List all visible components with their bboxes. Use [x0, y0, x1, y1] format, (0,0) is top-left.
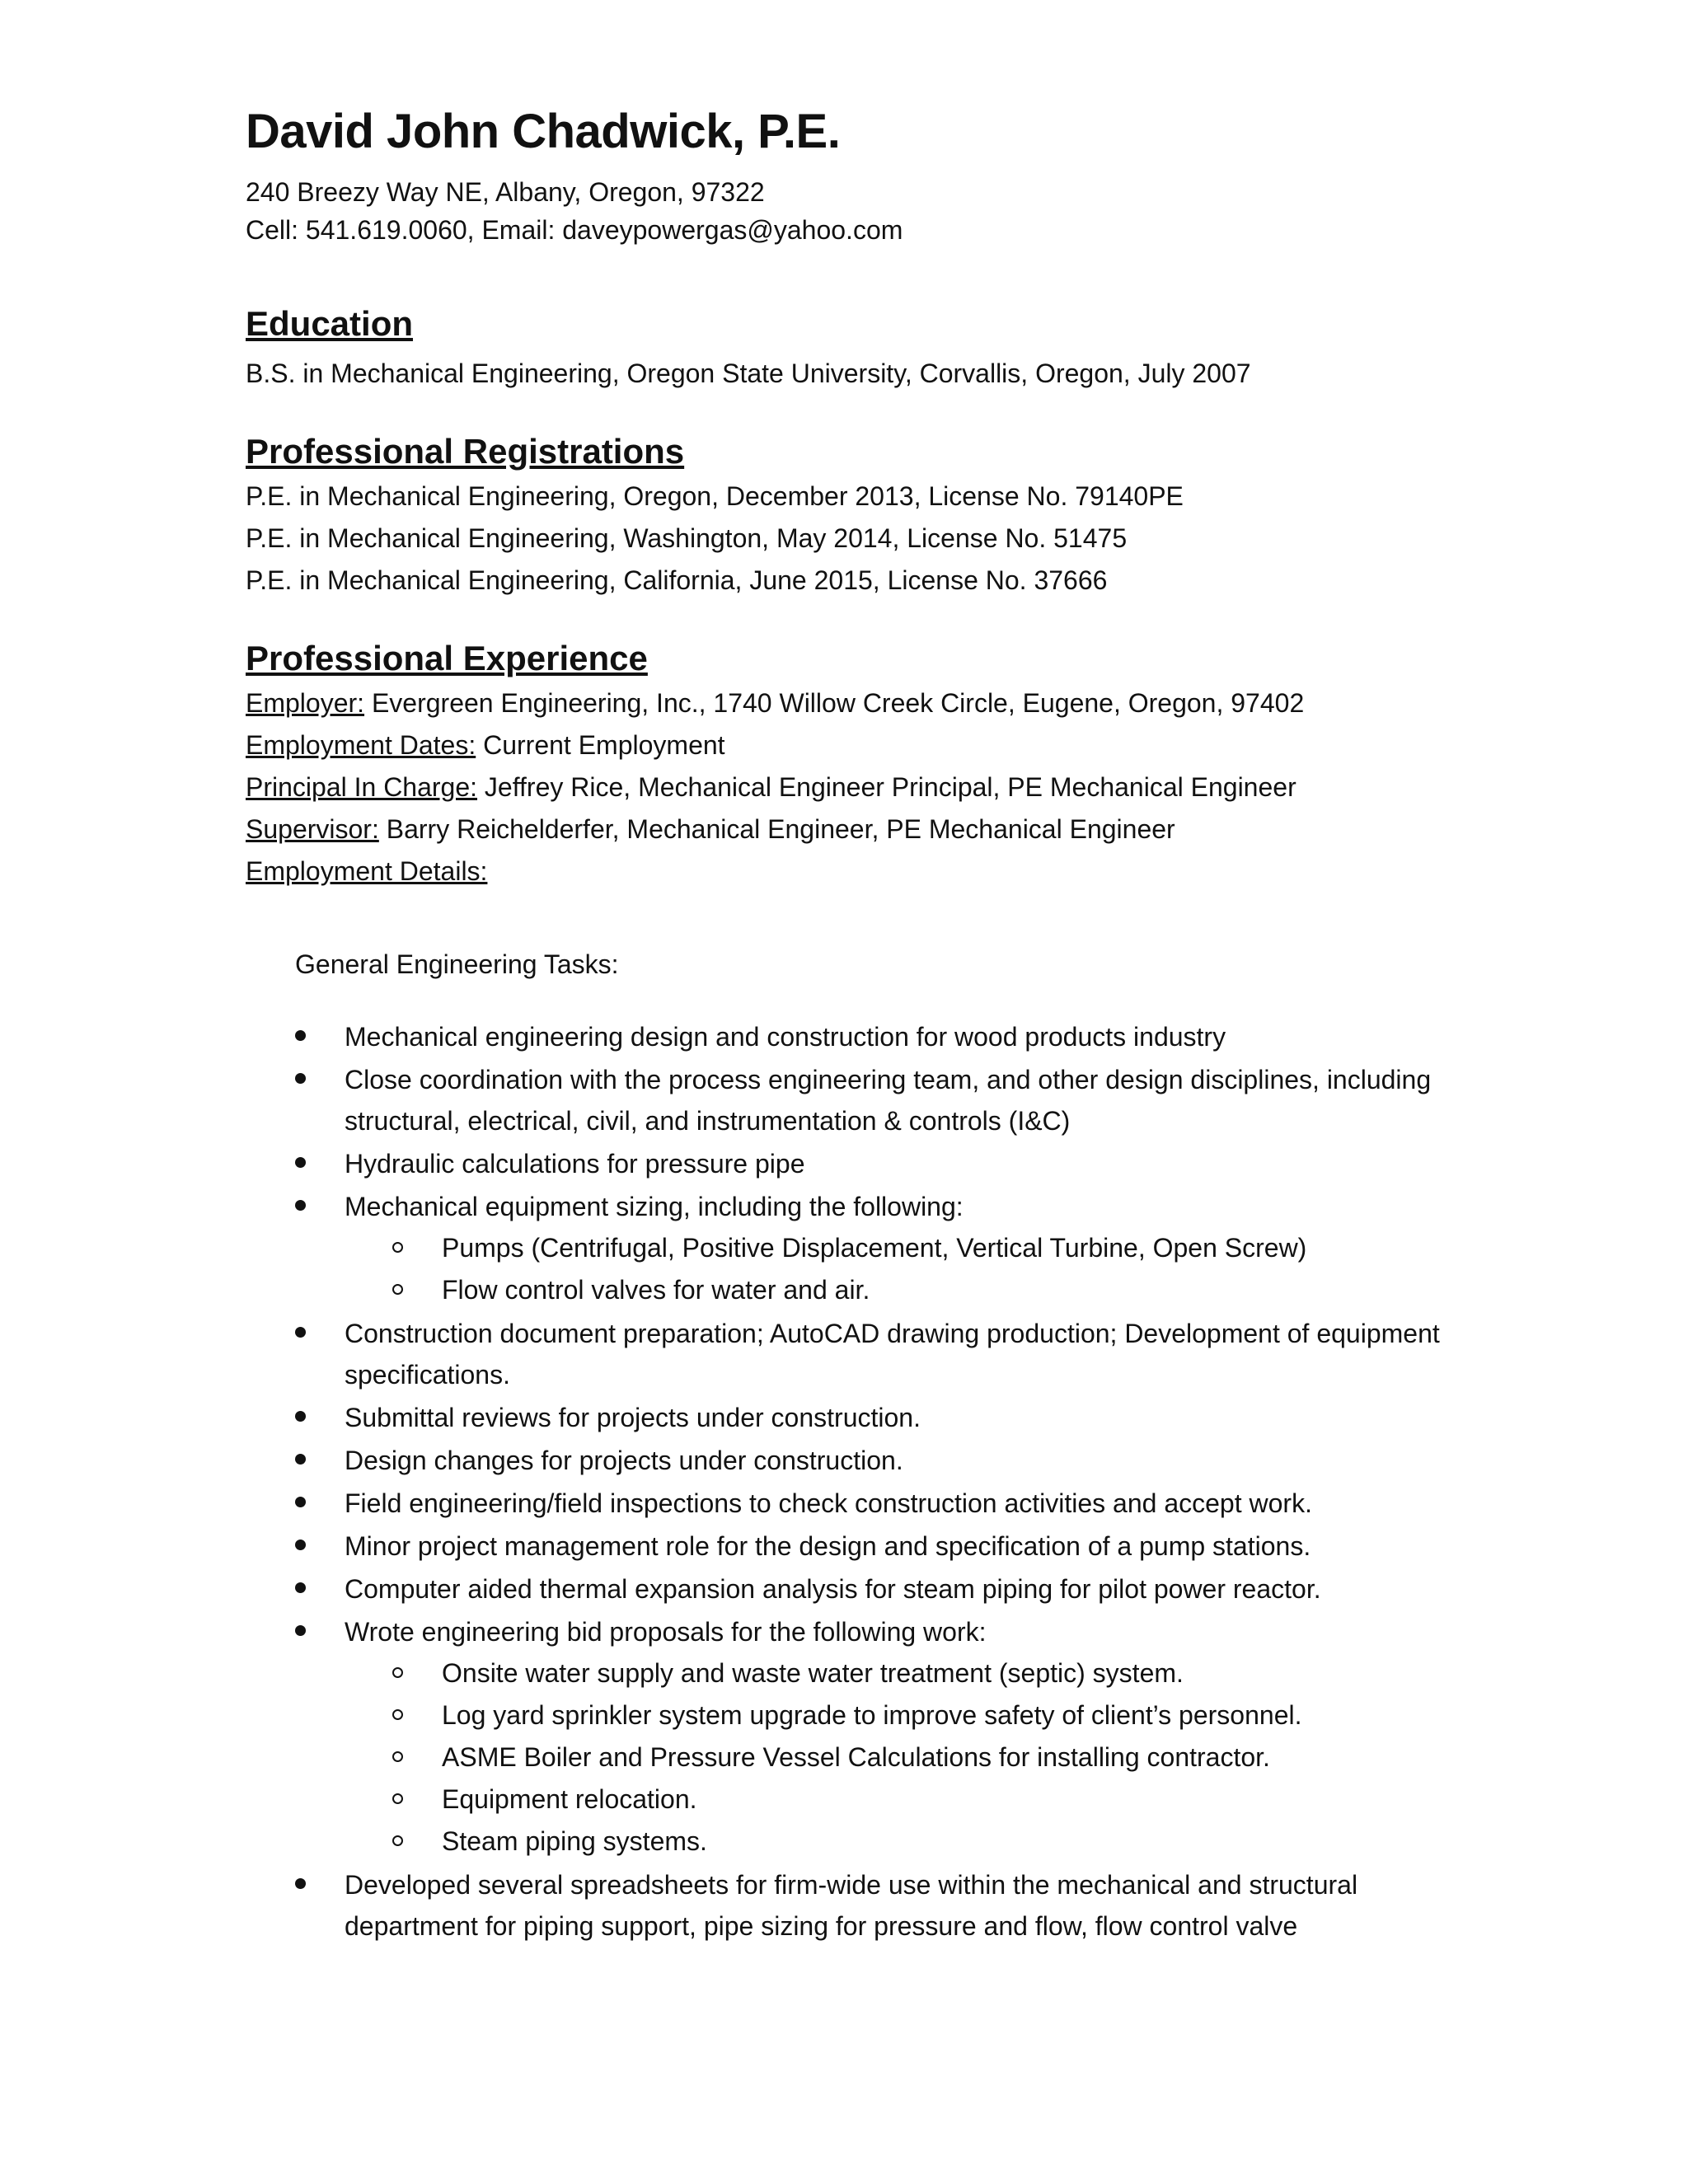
- resume-page: [246, 97, 1449, 1948]
- hollow-bullet-icon: [392, 1835, 403, 1846]
- list-item-text: Developed several spreadsheets for firm-wide use within the mechanical and structural department for piping support, pipe sizing for pressure and flow, flow control valve: [345, 1870, 1358, 1941]
- sub-list-item: [345, 1227, 1449, 1269]
- registrations-section: [246, 428, 1449, 602]
- registration-california: P.E. in Mechanical Engineering, California, June 2015, License No. 37666: [246, 565, 1108, 595]
- contact-block: [246, 173, 1449, 249]
- details-line: [246, 851, 1449, 893]
- dates-value: Current Employment: [476, 730, 725, 760]
- tasks-list: [246, 1016, 1449, 1947]
- sub-list-item-text: ASME Boiler and Pressure Vessel Calculations for installing contractor.: [442, 1742, 1270, 1772]
- education-heading: Education: [246, 304, 414, 343]
- sub-list-item: [345, 1652, 1449, 1694]
- bullet-icon: [295, 1030, 306, 1041]
- principal-value: Jeffrey Rice, Mechanical Engineer Principal, PE Mechanical Engineer: [477, 772, 1296, 802]
- dates-line: [246, 724, 1449, 766]
- list-item: [246, 1016, 1449, 1057]
- sub-list-item: [345, 1694, 1449, 1736]
- list-item-text: Close coordination with the process engineering team, and other design disciplines, including structural, electrical, civil, and instrumentation & controls (I&C): [345, 1065, 1432, 1136]
- address-line: 240 Breezy Way NE, Albany, Oregon, 97322: [246, 177, 765, 207]
- tasks-heading: General Engineering Tasks:: [295, 949, 619, 979]
- hollow-bullet-icon: [392, 1242, 403, 1253]
- hollow-bullet-icon: [392, 1284, 403, 1295]
- bullet-icon: [295, 1625, 306, 1636]
- principal-line: [246, 766, 1449, 808]
- sub-list-item-text: Onsite water supply and waste water treatment (septic) system.: [442, 1658, 1184, 1688]
- list-item: [246, 1483, 1449, 1524]
- sub-list-item-text: Log yard sprinkler system upgrade to improve safety of client’s personnel.: [442, 1700, 1302, 1730]
- list-item: [246, 1864, 1449, 1947]
- hollow-bullet-icon: [392, 1751, 403, 1762]
- employer-value: Evergreen Engineering, Inc., 1740 Willow Creek Circle, Eugene, Oregon, 97402: [364, 688, 1305, 718]
- sub-list: [345, 1652, 1449, 1863]
- sub-list-item: [345, 1269, 1449, 1311]
- list-item: [246, 1143, 1449, 1184]
- sub-list-item-text: Steam piping systems.: [442, 1826, 707, 1856]
- registrations-heading: Professional Registrations: [246, 432, 685, 471]
- bullet-icon: [295, 1157, 306, 1168]
- sub-list-item: [345, 1821, 1449, 1863]
- hollow-bullet-icon: [392, 1667, 403, 1678]
- list-item: [246, 1568, 1449, 1610]
- list-item-text: Field engineering/field inspections to check construction activities and accept work.: [345, 1488, 1312, 1518]
- employer-label: Employer:: [246, 688, 365, 718]
- list-item-text: Computer aided thermal expansion analysis for steam piping for pilot power reactor.: [345, 1574, 1321, 1604]
- list-item: [246, 1186, 1449, 1311]
- list-item-text: Wrote engineering bid proposals for the following work:: [345, 1617, 987, 1647]
- contact-line: Cell: 541.619.0060, Email: daveypowergas@yahoo.com: [246, 215, 903, 245]
- list-item-text: Construction document preparation; AutoCAD drawing production; Development of equipment specifications.: [345, 1319, 1440, 1390]
- resume-name: David John Chadwick, P.E.: [246, 105, 841, 158]
- hollow-bullet-icon: [392, 1709, 403, 1720]
- education-section: [246, 300, 1449, 395]
- bullet-icon: [295, 1540, 306, 1550]
- sub-list: [345, 1227, 1449, 1311]
- bullet-icon: [295, 1327, 306, 1338]
- registration-washington: P.E. in Mechanical Engineering, Washington, May 2014, License No. 51475: [246, 523, 1128, 553]
- list-item-text: Hydraulic calculations for pressure pipe: [345, 1149, 805, 1179]
- list-item-text: Submittal reviews for projects under construction.: [345, 1403, 921, 1432]
- bullet-icon: [295, 1200, 306, 1211]
- experience-section: [246, 635, 1449, 1947]
- principal-label: Principal In Charge:: [246, 772, 478, 802]
- sub-list-item: [345, 1736, 1449, 1779]
- sub-list-item-text: Equipment relocation.: [442, 1784, 697, 1814]
- list-item-text: Design changes for projects under construction.: [345, 1446, 903, 1475]
- list-item: [246, 1440, 1449, 1481]
- sub-list-item-text: Pumps (Centrifugal, Positive Displacement, Vertical Turbine, Open Screw): [442, 1233, 1307, 1263]
- list-item-text: Mechanical engineering design and construction for wood products industry: [345, 1022, 1226, 1052]
- list-item: [246, 1313, 1449, 1395]
- bullet-icon: [295, 1073, 306, 1084]
- list-item-text: Mechanical equipment sizing, including the following:: [345, 1192, 964, 1221]
- bullet-icon: [295, 1411, 306, 1422]
- bullet-icon: [295, 1582, 306, 1593]
- employer-line: [246, 682, 1449, 724]
- registration-oregon: P.E. in Mechanical Engineering, Oregon, December 2013, License No. 79140PE: [246, 481, 1184, 511]
- education-degree: B.S. in Mechanical Engineering, Oregon State University, Corvallis, Oregon, July 2007: [246, 359, 1251, 388]
- bullet-icon: [295, 1497, 306, 1507]
- hollow-bullet-icon: [392, 1793, 403, 1804]
- sub-list-item: [345, 1779, 1449, 1821]
- supervisor-label: Supervisor:: [246, 814, 379, 844]
- supervisor-value: Barry Reichelderfer, Mechanical Engineer, PE Mechanical Engineer: [378, 814, 1175, 844]
- dates-label: Employment Dates:: [246, 730, 476, 760]
- details-label: Employment Details:: [246, 856, 488, 886]
- bullet-icon: [295, 1878, 306, 1889]
- supervisor-line: [246, 808, 1449, 851]
- list-item: [246, 1059, 1449, 1141]
- list-item-text: Minor project management role for the design and specification of a pump stations.: [345, 1531, 1311, 1561]
- experience-heading: Professional Experience: [246, 639, 648, 677]
- sub-list-item-text: Flow control valves for water and air.: [442, 1275, 870, 1305]
- list-item: [246, 1526, 1449, 1567]
- list-item: [246, 1611, 1449, 1863]
- list-item: [246, 1397, 1449, 1438]
- bullet-icon: [295, 1454, 306, 1465]
